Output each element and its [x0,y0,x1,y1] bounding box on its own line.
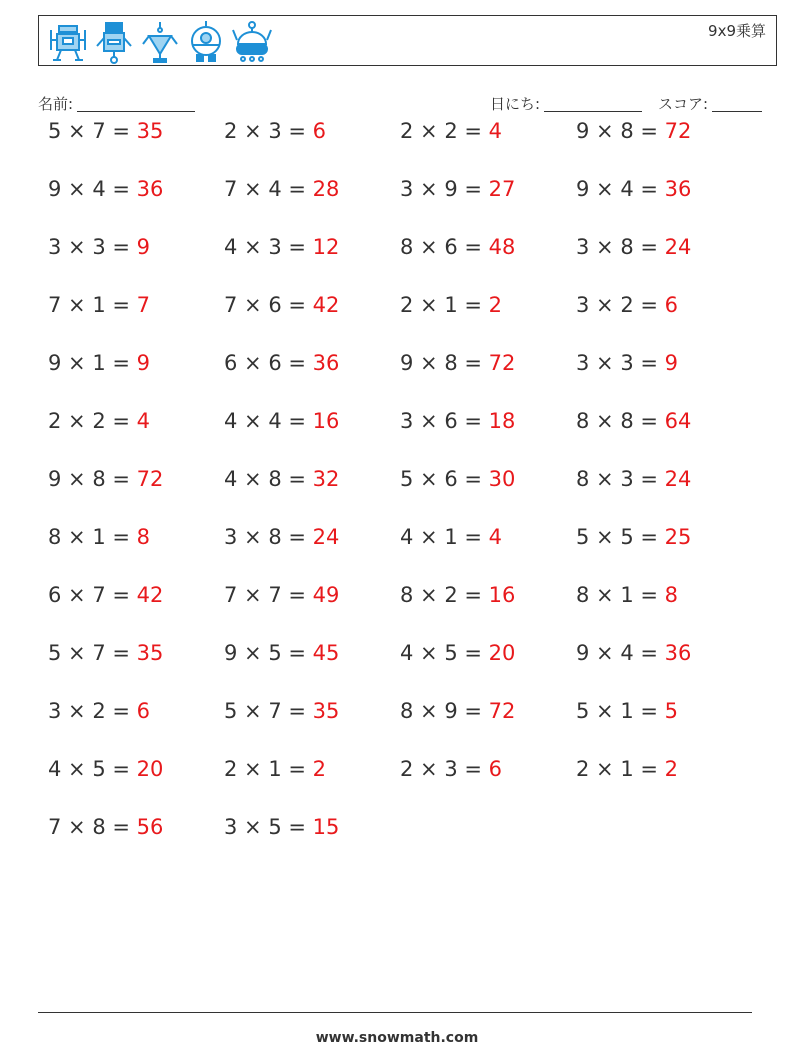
problem-operand-b: 8 [92,467,106,491]
problem-answer: 35 [136,641,164,665]
problem-operand-b: 7 [268,583,282,607]
problem-operand-a: 9 [224,641,238,665]
problem-answer: 27 [488,177,516,201]
problem-item: 2 × 3 = 6 [400,757,503,781]
problem-item: 8 × 6 = 48 [400,235,516,259]
problem-operand-b: 9 [444,699,458,723]
problem-operand-a: 2 [224,757,238,781]
problem-answer: 2 [664,757,679,781]
problem-item: 6 × 7 = 42 [48,583,164,607]
problem-operand-b: 8 [620,409,634,433]
problem-operand-a: 8 [576,409,590,433]
problem-item: 3 × 2 = 6 [48,699,151,723]
problem-operand-a: 2 [48,409,62,433]
problem-operand-b: 6 [444,467,458,491]
problem-item: 9 × 4 = 36 [576,177,692,201]
problem-operand-a: 9 [576,177,590,201]
problem-item: 3 × 5 = 15 [224,815,340,839]
problem-operand-a: 4 [224,409,238,433]
problem-item: 2 × 2 = 4 [48,409,151,433]
problem-item: 8 × 9 = 72 [400,699,516,723]
problem-operand-b: 8 [620,119,634,143]
problem-answer: 4 [136,409,151,433]
problem-answer: 2 [488,293,503,317]
problem-operand-b: 8 [268,467,282,491]
problem-operand-b: 1 [620,699,634,723]
problem-operand-b: 3 [268,119,282,143]
problem-item: 7 × 8 = 56 [48,815,164,839]
problem-answer: 72 [488,699,516,723]
problem-operand-b: 3 [620,351,634,375]
problem-operand-b: 6 [444,235,458,259]
problem-operand-a: 5 [224,699,238,723]
problem-item: 3 × 2 = 6 [576,293,679,317]
problem-answer: 36 [312,351,340,375]
robot-icon-4 [185,20,227,64]
problem-operand-a: 5 [48,119,62,143]
footer-url: www.snowmath.com [315,1030,479,1046]
problem-operand-b: 3 [444,757,458,781]
problem-operand-b: 1 [92,525,106,549]
problem-operand-b: 4 [268,409,282,433]
problem-operand-a: 9 [48,467,62,491]
problem-operand-a: 3 [224,815,238,839]
problem-item: 9 × 8 = 72 [48,467,164,491]
problem-operand-b: 1 [620,583,634,607]
worksheet-title: 9x9乗算 [708,22,766,40]
problem-operand-b: 1 [268,757,282,781]
problem-item: 2 × 2 = 4 [400,119,503,143]
problem-item: 2 × 1 = 2 [224,757,327,781]
problem-answer: 5 [664,699,679,723]
problem-answer: 4 [488,119,503,143]
problem-answer: 6 [488,757,503,781]
problem-answer: 6 [312,119,327,143]
problem-item: 9 × 4 = 36 [576,641,692,665]
problem-item: 3 × 9 = 27 [400,177,516,201]
problem-operand-b: 2 [92,699,106,723]
problem-operand-a: 2 [400,293,414,317]
problem-answer: 36 [136,177,164,201]
robot-icons [47,20,273,64]
problem-operand-a: 3 [48,699,62,723]
problem-operand-a: 4 [400,525,414,549]
problem-operand-a: 3 [48,235,62,259]
problem-item: 8 × 1 = 8 [48,525,151,549]
problem-operand-a: 7 [48,815,62,839]
problem-item: 3 × 6 = 18 [400,409,516,433]
problem-item: 5 × 1 = 5 [576,699,679,723]
robot-icon-5 [231,20,273,64]
problem-operand-a: 2 [576,757,590,781]
problem-operand-a: 8 [576,583,590,607]
problem-item: 5 × 7 = 35 [48,119,164,143]
problem-operand-b: 5 [444,641,458,665]
problem-answer: 72 [136,467,164,491]
problem-operand-b: 2 [620,293,634,317]
problem-item: 9 × 4 = 36 [48,177,164,201]
problem-answer: 8 [136,525,151,549]
problem-operand-b: 1 [620,757,634,781]
problem-operand-b: 4 [268,177,282,201]
problem-operand-b: 3 [92,235,106,259]
problem-operand-a: 5 [576,525,590,549]
problem-operand-a: 9 [576,641,590,665]
problem-operand-a: 4 [224,235,238,259]
problem-item: 8 × 2 = 16 [400,583,516,607]
problem-item: 8 × 8 = 64 [576,409,692,433]
problem-answer: 32 [312,467,340,491]
problem-item: 4 × 8 = 32 [224,467,340,491]
problem-answer: 2 [312,757,327,781]
problem-answer: 12 [312,235,340,259]
problem-operand-a: 6 [48,583,62,607]
problem-answer: 4 [488,525,503,549]
problem-item: 7 × 6 = 42 [224,293,340,317]
problem-answer: 42 [312,293,340,317]
problem-answer: 6 [664,293,679,317]
problem-operand-b: 2 [92,409,106,433]
robot-icon-3 [139,20,181,64]
problem-operand-b: 2 [444,583,458,607]
problem-item: 7 × 7 = 49 [224,583,340,607]
problem-answer: 72 [664,119,692,143]
problem-item: 3 × 8 = 24 [576,235,692,259]
problem-operand-b: 7 [92,119,106,143]
problem-operand-a: 5 [576,699,590,723]
problem-answer: 24 [312,525,340,549]
problem-operand-b: 7 [92,641,106,665]
problem-operand-b: 7 [268,699,282,723]
problem-operand-b: 1 [92,293,106,317]
problem-answer: 56 [136,815,164,839]
problem-answer: 72 [488,351,516,375]
problem-answer: 35 [312,699,340,723]
problem-answer: 36 [664,641,692,665]
date-label: 日にち: [490,95,541,113]
problem-operand-b: 6 [444,409,458,433]
problem-item: 2 × 1 = 2 [400,293,503,317]
problem-item: 3 × 8 = 24 [224,525,340,549]
problem-operand-a: 3 [400,177,414,201]
problem-item: 5 × 5 = 25 [576,525,692,549]
problem-item: 9 × 8 = 72 [400,351,516,375]
problem-item: 4 × 3 = 12 [224,235,340,259]
problem-item: 7 × 4 = 28 [224,177,340,201]
problem-answer: 15 [312,815,340,839]
problem-operand-a: 5 [400,467,414,491]
problem-operand-a: 3 [400,409,414,433]
problem-operand-b: 7 [92,583,106,607]
problem-answer: 16 [488,583,516,607]
problem-answer: 49 [312,583,340,607]
problem-operand-b: 3 [268,235,282,259]
problem-answer: 42 [136,583,164,607]
problem-operand-a: 8 [48,525,62,549]
problem-answer: 64 [664,409,692,433]
problem-answer: 20 [136,757,164,781]
problem-operand-b: 1 [444,293,458,317]
problem-operand-a: 8 [400,699,414,723]
problem-item: 9 × 8 = 72 [576,119,692,143]
problem-answer: 28 [312,177,340,201]
problem-answer: 45 [312,641,340,665]
problem-answer: 48 [488,235,516,259]
problem-operand-b: 5 [92,757,106,781]
problem-operand-b: 8 [92,815,106,839]
problem-item: 9 × 1 = 9 [48,351,151,375]
problem-operand-b: 1 [444,525,458,549]
problem-operand-b: 9 [444,177,458,201]
header-box [38,15,777,66]
problem-operand-a: 9 [400,351,414,375]
score-blank[interactable] [712,95,762,112]
problem-operand-b: 8 [444,351,458,375]
problem-operand-a: 9 [48,351,62,375]
problem-item: 5 × 6 = 30 [400,467,516,491]
problem-item: 2 × 3 = 6 [224,119,327,143]
problem-answer: 9 [136,351,151,375]
problem-operand-b: 4 [620,641,634,665]
problem-operand-b: 4 [620,177,634,201]
problem-item: 2 × 1 = 2 [576,757,679,781]
problem-operand-a: 4 [400,641,414,665]
robot-icon-1 [47,20,89,64]
problem-operand-b: 4 [92,177,106,201]
problem-operand-b: 5 [268,815,282,839]
problem-operand-b: 8 [620,235,634,259]
problem-answer: 24 [664,235,692,259]
problem-answer: 20 [488,641,516,665]
problem-answer: 7 [136,293,151,317]
problem-item: 8 × 1 = 8 [576,583,679,607]
problem-operand-a: 3 [576,235,590,259]
problem-operand-a: 8 [400,583,414,607]
problem-operand-a: 7 [224,583,238,607]
problem-operand-a: 8 [400,235,414,259]
problem-item: 7 × 1 = 7 [48,293,151,317]
problem-item: 4 × 5 = 20 [400,641,516,665]
problem-operand-b: 5 [620,525,634,549]
problem-operand-a: 3 [224,525,238,549]
problem-operand-a: 8 [576,467,590,491]
problem-answer: 30 [488,467,516,491]
problem-operand-a: 9 [576,119,590,143]
problem-item: 5 × 7 = 35 [224,699,340,723]
problem-item: 6 × 6 = 36 [224,351,340,375]
problem-operand-b: 6 [268,293,282,317]
problem-answer: 35 [136,119,164,143]
problem-answer: 8 [664,583,679,607]
problem-answer: 36 [664,177,692,201]
problem-item: 3 × 3 = 9 [576,351,679,375]
robot-icon-2 [93,20,135,64]
name-label: 名前: [38,95,74,113]
problem-operand-b: 2 [444,119,458,143]
problem-item: 9 × 5 = 45 [224,641,340,665]
problem-operand-a: 2 [400,757,414,781]
problem-operand-a: 9 [48,177,62,201]
problem-answer: 16 [312,409,340,433]
problem-operand-a: 7 [224,293,238,317]
problem-operand-a: 4 [224,467,238,491]
problem-item: 4 × 1 = 4 [400,525,503,549]
problem-operand-b: 3 [620,467,634,491]
problem-operand-a: 6 [224,351,238,375]
problem-answer: 6 [136,699,151,723]
problem-operand-b: 5 [268,641,282,665]
problem-operand-a: 2 [400,119,414,143]
problem-operand-a: 3 [576,351,590,375]
problem-item: 3 × 3 = 9 [48,235,151,259]
problem-item: 5 × 7 = 35 [48,641,164,665]
problem-operand-a: 7 [224,177,238,201]
problem-operand-a: 4 [48,757,62,781]
problem-answer: 25 [664,525,692,549]
problem-operand-b: 8 [268,525,282,549]
problem-answer: 9 [664,351,679,375]
problem-answer: 9 [136,235,151,259]
problem-operand-a: 2 [224,119,238,143]
problem-operand-a: 5 [48,641,62,665]
problem-answer: 18 [488,409,516,433]
problem-operand-a: 7 [48,293,62,317]
problem-operand-b: 6 [268,351,282,375]
score-label: スコア: [658,95,709,113]
problem-item: 8 × 3 = 24 [576,467,692,491]
problem-operand-b: 1 [92,351,106,375]
problem-answer: 24 [664,467,692,491]
problem-item: 4 × 4 = 16 [224,409,340,433]
problem-item: 4 × 5 = 20 [48,757,164,781]
problem-operand-a: 3 [576,293,590,317]
footer-divider [38,1012,752,1013]
